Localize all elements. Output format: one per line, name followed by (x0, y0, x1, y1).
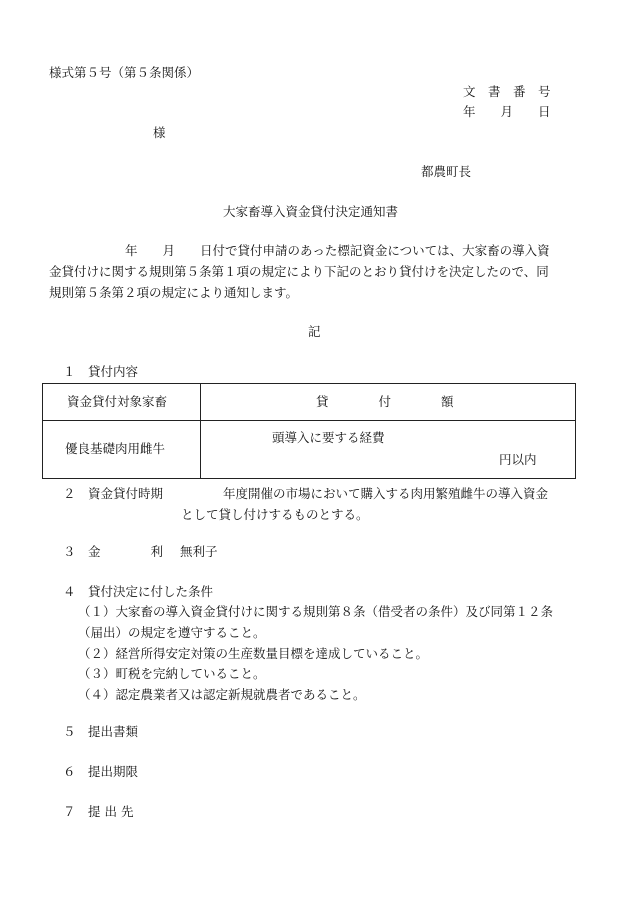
section-2-heading: ２ 資金貸付時期 (63, 486, 164, 501)
body-line-1: 年 月 日付で貸付申請のあった標記資金については、大家畜の導入資 (125, 243, 550, 258)
condition-item-1-cont: （届出）の規定を遵守すること。 (78, 625, 266, 640)
table-cell-amount-line1: 頭導入に要する経費 (272, 430, 385, 445)
document-number-label: 文 書 番 号 (463, 84, 551, 99)
section-2-text-line1: 年度開催の市場において購入する肉用繁殖雌牛の導入資金 (223, 486, 549, 501)
section-3-value: 無利子 (180, 544, 218, 559)
section-6-heading: ６ 提出期限 (63, 764, 139, 779)
section-2-text-line2: として貸し付けするものとする。 (181, 507, 369, 522)
table-row-divider (43, 420, 575, 421)
table-cell-livestock: 優良基礎肉用雌牛 (65, 441, 166, 456)
ki-marker: 記 (308, 324, 321, 339)
body-line-2: 金貸付けに関する規則第５条第１項の規定により下記のとおり貸付けを決定したので、同 (49, 264, 549, 279)
table-cell-amount-line2: 円以内 (499, 452, 537, 467)
form-number: 様式第５号（第５条関係） (49, 65, 200, 80)
section-4-heading: ４ 貸付決定に付した条件 (63, 584, 214, 599)
body-line-3: 規則第５条第２項の規定により通知します。 (49, 285, 299, 300)
section-7-heading: ７ 提 出 先 (63, 804, 134, 819)
date-label: 年 月 日 (463, 104, 551, 119)
table-header-livestock: 資金貸付対象家畜 (67, 394, 168, 409)
table-header-amount: 貸 付 額 (316, 394, 454, 409)
condition-item-2: （２）経営所得安定対策の生産数量目標を達成していること。 (78, 646, 429, 661)
sender-name: 都農町長 (421, 164, 472, 179)
section-5-heading: ５ 提出書類 (63, 724, 139, 739)
loan-content-table (42, 383, 576, 479)
section-1-heading: １ 貸付内容 (63, 364, 139, 379)
table-column-divider (200, 384, 201, 478)
recipient-suffix: 様 (153, 125, 166, 140)
document-title: 大家畜導入資金貸付決定通知書 (223, 204, 399, 219)
condition-item-4: （４）認定農業者又は認定新規就農者であること。 (78, 687, 366, 702)
condition-item-1: （１）大家畜の導入資金貸付けに関する規則第８条（借受者の条件）及び同第１２条 (78, 604, 554, 619)
condition-item-3: （３）町税を完納していること。 (78, 666, 266, 681)
section-3-heading: ３ 金 利 (63, 544, 164, 559)
